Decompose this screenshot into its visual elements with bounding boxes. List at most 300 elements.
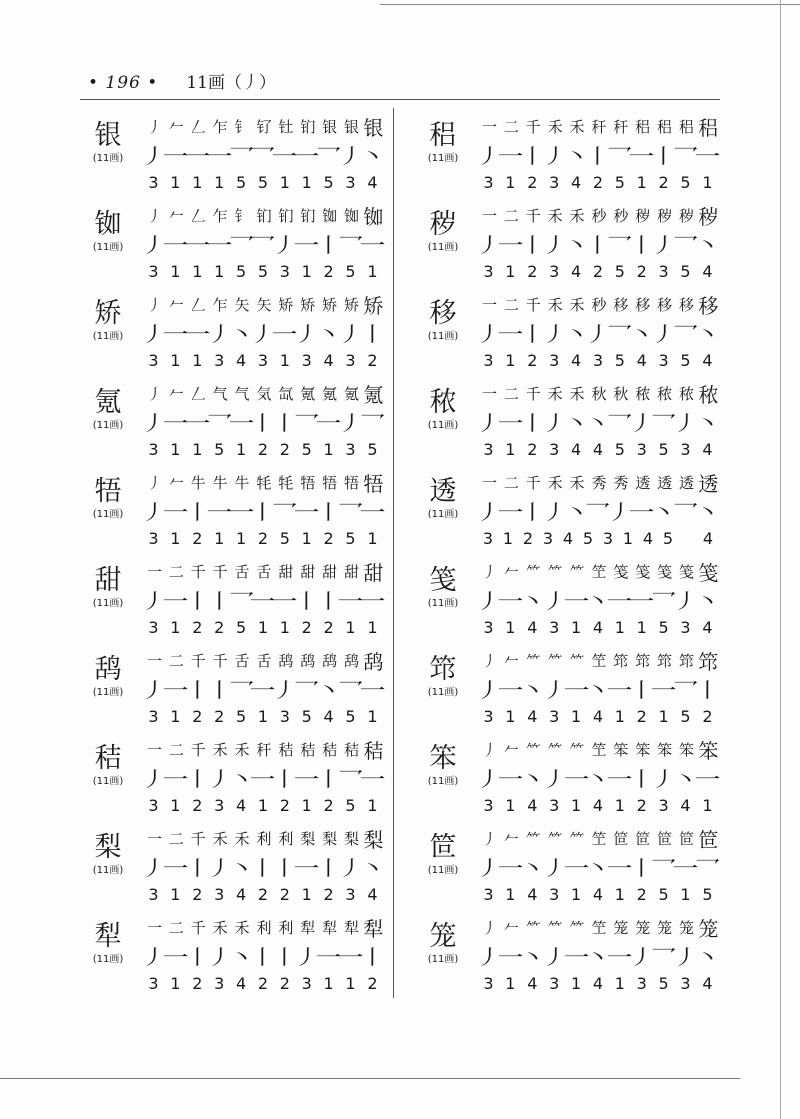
sequence-glyph: 2	[214, 706, 225, 726]
sequence-glyph: 乛	[672, 677, 699, 702]
sequence-glyph: 禾	[234, 829, 248, 848]
sequence-glyph: 一	[606, 588, 633, 613]
sequence-glyph: 钔	[256, 206, 270, 225]
sequence-glyph: 5	[658, 884, 669, 904]
sequence-glyph: 1	[636, 172, 647, 192]
sequence-glyph: 钅	[234, 206, 248, 225]
stroke-shapes-row	[475, 407, 721, 435]
sequence-glyph: 丿	[293, 944, 320, 969]
character-block	[415, 120, 471, 166]
sequence-glyph: 丶	[359, 855, 386, 880]
sequence-glyph: 丿	[271, 232, 298, 257]
sequence-glyph: 丿	[337, 855, 364, 880]
sequence-glyph: 2	[323, 884, 334, 904]
stroke-shapes-row	[475, 229, 721, 257]
sequence-glyph: 移	[635, 295, 649, 314]
sequence-glyph: 1	[170, 973, 181, 993]
sequence-glyph: 3	[214, 350, 225, 370]
sequence-glyph: 乛	[650, 588, 677, 613]
sequence-glyph: 丿	[541, 766, 568, 791]
sequence-glyph: 一	[694, 143, 721, 168]
stroke-sequence	[475, 824, 721, 908]
sequence-glyph: 3	[483, 973, 494, 993]
headword-character: 秸	[94, 743, 122, 774]
sequence-glyph: 一	[628, 499, 655, 524]
sequence-glyph: 丨	[628, 232, 655, 257]
sequence-glyph: 乛	[337, 499, 364, 524]
sequence-glyph: 甜	[344, 562, 358, 581]
sequence-glyph: 5	[680, 261, 691, 281]
sequence-glyph: 一	[359, 766, 386, 791]
stroke-shapes-row	[140, 140, 386, 168]
character-entry	[415, 642, 721, 731]
sequence-glyph: 秆	[256, 740, 270, 759]
sequence-glyph: 𠂉	[503, 918, 517, 937]
sequence-glyph: 1	[636, 617, 647, 637]
sequence-glyph: 一	[359, 499, 386, 524]
sequence-glyph: 一	[563, 766, 590, 791]
sequence-glyph: 秆	[613, 117, 627, 136]
sequence-glyph: 一	[162, 766, 189, 791]
sequence-glyph: 乛	[672, 143, 699, 168]
sequence-glyph: 矫	[300, 295, 314, 314]
sequence-glyph: 二	[503, 384, 517, 403]
sequence-glyph: 丶	[584, 677, 611, 702]
sequence-glyph: 3	[482, 528, 494, 548]
sequence-glyph: 二	[168, 918, 182, 937]
sequence-glyph: 犁	[363, 916, 382, 941]
sequence-glyph: 1	[214, 172, 225, 192]
sequence-glyph: ⺮	[547, 918, 561, 937]
character-entry	[80, 197, 386, 286]
sequence-glyph: 甜	[278, 562, 292, 581]
sequence-glyph: 甜	[322, 562, 336, 581]
sequence-glyph: 4	[636, 350, 647, 370]
sequence-glyph: 秾	[657, 384, 671, 403]
sequence-glyph: 丶	[563, 499, 590, 524]
sequence-glyph: 丿	[628, 410, 655, 435]
sequence-glyph: 丿	[140, 143, 167, 168]
sequence-glyph: 一	[481, 117, 495, 136]
sequence-glyph: 一	[249, 766, 276, 791]
sequence-glyph: 丶	[519, 677, 546, 702]
sequence-glyph: 丨	[315, 855, 342, 880]
sequence-glyph: 笁	[591, 651, 605, 670]
sequence-glyph: 禾	[569, 117, 583, 136]
sequence-glyph: 丶	[694, 944, 721, 969]
sequence-glyph: 禾	[234, 740, 248, 759]
sequence-glyph: 氪	[363, 382, 382, 407]
sequence-glyph: 1	[301, 172, 312, 192]
stroke-shapes-row	[475, 763, 721, 791]
sequence-glyph: 一	[481, 295, 495, 314]
sequence-glyph: 矢	[234, 295, 248, 314]
sequence-glyph: 丿	[672, 944, 699, 969]
sequence-glyph: ⺮	[525, 918, 539, 937]
scan-right-edge	[780, 0, 781, 1119]
sequence-glyph: 一	[146, 740, 160, 759]
sequence-glyph: 禾	[547, 295, 561, 314]
stroke-count-note: (11画)	[92, 420, 124, 431]
sequence-glyph: 4	[323, 706, 334, 726]
sequence-glyph: 乛	[271, 499, 298, 524]
sequence-glyph: 千	[190, 651, 204, 670]
sequence-glyph: 笺	[635, 562, 649, 581]
sequence-glyph: 3	[483, 795, 494, 815]
sequence-glyph: 4	[527, 973, 538, 993]
sequence-glyph: 4	[562, 528, 574, 548]
sequence-glyph: 一	[184, 232, 211, 257]
character-block	[415, 209, 471, 255]
sequence-glyph: 丿	[541, 855, 568, 880]
sequence-glyph: 鸹	[322, 651, 336, 670]
sequence-glyph: 3	[549, 706, 560, 726]
sequence-glyph: 丶	[628, 321, 655, 346]
sequence-glyph: 二	[503, 117, 517, 136]
sequence-glyph: 3	[483, 172, 494, 192]
sequence-glyph: 3	[148, 795, 159, 815]
sequence-glyph: 2	[522, 528, 534, 548]
sequence-glyph: 2	[367, 350, 378, 370]
headword-character: 鸹	[94, 654, 122, 685]
stroke-code-row	[143, 524, 383, 552]
sequence-glyph: 4	[570, 172, 582, 192]
sequence-glyph: 乍	[212, 295, 226, 314]
sequence-glyph: 笼	[698, 916, 717, 941]
sequence-glyph: 一	[337, 944, 364, 969]
sequence-glyph: 丶	[672, 766, 699, 791]
sequence-glyph: 一	[497, 766, 524, 791]
sequence-glyph: 秽	[635, 206, 649, 225]
headword-character: 牾	[94, 476, 122, 507]
sequence-glyph: 筇	[698, 649, 717, 674]
sequence-glyph: 1	[367, 261, 378, 281]
sequence-glyph: 丶	[584, 588, 611, 613]
sequence-glyph: 舌	[256, 651, 270, 670]
headword-character: 铷	[94, 209, 122, 240]
sequence-glyph: 筇	[635, 651, 649, 670]
sequence-glyph: ⺮	[569, 740, 583, 759]
sequence-glyph: 4	[702, 439, 713, 459]
sequence-glyph: 丿	[146, 473, 160, 492]
sequence-glyph: 丨	[628, 855, 655, 880]
stroke-count-note: (11画)	[92, 242, 124, 253]
sequence-glyph: 5	[658, 439, 669, 459]
stroke-sequence	[140, 913, 386, 997]
sequence-glyph: 1	[170, 528, 181, 548]
sequence-glyph: 稆	[698, 115, 717, 140]
stroke-count-note: (11画)	[427, 865, 459, 876]
sequence-glyph: ⺮	[569, 829, 583, 848]
sequence-glyph: 5	[235, 617, 247, 637]
sequence-glyph: 丨	[271, 855, 298, 880]
stroke-count-note: (11画)	[427, 420, 459, 431]
sequence-glyph: 笼	[679, 918, 693, 937]
stroke-count-note: (11画)	[427, 331, 459, 342]
sequence-glyph: 千	[525, 295, 539, 314]
sequence-glyph: 𠂉	[503, 562, 517, 581]
sequence-glyph: 丿	[650, 766, 677, 791]
sequence-glyph: 丶	[563, 143, 590, 168]
stroke-progression-row	[143, 646, 383, 674]
sequence-glyph: 鸹	[344, 651, 358, 670]
sequence-glyph: 𠂉	[503, 740, 517, 759]
character-entry	[80, 375, 386, 464]
sequence-glyph: 丶	[228, 855, 255, 880]
sequence-glyph: 丨	[584, 232, 611, 257]
sequence-glyph: 鸹	[278, 651, 292, 670]
stroke-count-note: (11画)	[92, 509, 124, 520]
sequence-glyph: 1	[570, 795, 582, 815]
sequence-glyph: 二	[503, 295, 517, 314]
sequence-glyph: 丶	[694, 499, 721, 524]
stroke-shapes-row	[140, 229, 386, 257]
sequence-glyph: 3	[214, 973, 225, 993]
sequence-glyph: 一	[228, 499, 255, 524]
sequence-glyph: 𠃋	[190, 206, 204, 225]
sequence-glyph: 3	[680, 973, 691, 993]
sequence-glyph: 1	[301, 795, 312, 815]
sequence-glyph: 乛	[228, 588, 255, 613]
sequence-glyph: 丿	[475, 232, 502, 257]
character-entry	[415, 820, 721, 909]
sequence-glyph: 笁	[591, 829, 605, 848]
sequence-glyph: 丿	[140, 766, 167, 791]
sequence-glyph: 𠂉	[168, 117, 182, 136]
sequence-glyph: 一	[162, 143, 189, 168]
headword-character: 氪	[94, 387, 122, 418]
sequence-glyph: 𠂉	[168, 473, 182, 492]
stroke-count-note: (11画)	[427, 776, 459, 787]
sequence-glyph: 丨	[293, 588, 320, 613]
sequence-glyph: 丿	[140, 410, 167, 435]
stroke-count-note: (11画)	[92, 776, 124, 787]
sequence-glyph: 丶	[315, 677, 342, 702]
sequence-glyph: 1	[622, 528, 634, 548]
sequence-glyph: 丿	[650, 321, 677, 346]
sequence-glyph: 笼	[635, 918, 649, 937]
stroke-progression-row	[143, 824, 383, 852]
sequence-glyph: 透	[635, 473, 649, 492]
sequence-glyph: 2	[301, 617, 312, 637]
sequence-glyph: 3	[483, 350, 494, 370]
sequence-glyph: 丶	[228, 944, 255, 969]
sequence-glyph: 2	[192, 706, 203, 726]
character-entry	[80, 553, 386, 642]
sequence-glyph: 5	[367, 439, 378, 459]
sequence-glyph: 一	[497, 232, 524, 257]
sequence-glyph: ⺮	[569, 562, 583, 581]
sequence-glyph: 5	[680, 350, 691, 370]
sequence-glyph: 氪	[344, 384, 358, 403]
stroke-sequence	[475, 201, 721, 285]
sequence-glyph: 1	[505, 706, 516, 726]
sequence-glyph: 一	[162, 321, 189, 346]
sequence-glyph: 秒	[613, 206, 627, 225]
sequence-glyph: 笺	[613, 562, 627, 581]
sequence-glyph: 丶	[694, 321, 721, 346]
sequence-glyph: 禾	[212, 829, 226, 848]
section-title: 11画（丿）	[186, 73, 276, 93]
sequence-glyph: 1	[170, 261, 181, 281]
sequence-glyph: 丿	[140, 321, 167, 346]
sequence-glyph: 5	[680, 172, 691, 192]
character-entry	[415, 553, 721, 642]
sequence-glyph: 丶	[563, 410, 590, 435]
character-entry	[415, 731, 721, 820]
sequence-glyph: 5	[702, 884, 713, 904]
sequence-glyph: 笁	[591, 562, 605, 581]
sequence-glyph: 丨	[628, 677, 655, 702]
stroke-sequence	[140, 201, 386, 285]
sequence-glyph: 2	[257, 973, 269, 993]
sequence-glyph: 3	[602, 528, 614, 548]
sequence-glyph: 一	[497, 321, 524, 346]
stroke-code-row	[143, 613, 383, 641]
sequence-glyph: 丿	[481, 918, 495, 937]
sequence-glyph: 一	[672, 855, 699, 880]
left-column	[80, 108, 386, 998]
sequence-glyph: 丨	[519, 321, 546, 346]
headword-character: 筇	[429, 654, 457, 685]
stroke-progression-row	[143, 735, 383, 763]
sequence-glyph: 甜	[300, 562, 314, 581]
sequence-glyph: 丿	[206, 766, 233, 791]
sequence-glyph: 丶	[694, 232, 721, 257]
character-block	[80, 654, 136, 700]
sequence-glyph: 气	[234, 384, 248, 403]
sequence-glyph: 禾	[547, 473, 561, 492]
stroke-sequence	[140, 646, 386, 730]
sequence-glyph: 秽	[698, 204, 717, 229]
sequence-glyph: 笸	[657, 829, 671, 848]
sequence-glyph: 牾	[300, 473, 314, 492]
character-entry	[80, 731, 386, 820]
sequence-glyph: ⺮	[525, 562, 539, 581]
sequence-glyph: 𠃋	[190, 384, 204, 403]
sequence-glyph: 丶	[584, 410, 611, 435]
sequence-glyph: 2	[279, 884, 290, 904]
sequence-glyph: 1	[192, 439, 203, 459]
right-column	[415, 108, 721, 998]
sequence-glyph: 3	[301, 350, 312, 370]
sequence-glyph: 1	[279, 617, 290, 637]
stroke-count-note: (11画)	[92, 865, 124, 876]
headword-character: 笨	[429, 743, 457, 774]
sequence-glyph: 乛	[249, 143, 276, 168]
sequence-glyph: 丶	[584, 766, 611, 791]
sequence-glyph: 2	[257, 439, 269, 459]
sequence-glyph: 1	[502, 528, 514, 548]
sequence-glyph: ⺮	[525, 651, 539, 670]
sequence-glyph: 稆	[679, 117, 693, 136]
sequence-glyph: ⺮	[547, 740, 561, 759]
sequence-glyph: 秀	[591, 473, 605, 492]
stroke-code-row	[143, 168, 383, 196]
sequence-glyph: 筇	[613, 651, 627, 670]
sequence-glyph: 一	[650, 677, 677, 702]
stroke-count-note: (11画)	[92, 331, 124, 342]
sequence-glyph: 5	[658, 617, 669, 637]
stroke-sequence	[140, 735, 386, 819]
sequence-glyph: 一	[315, 410, 342, 435]
sequence-glyph: 千	[525, 117, 539, 136]
sequence-glyph: 2	[527, 350, 538, 370]
sequence-glyph: 丿	[475, 766, 502, 791]
stroke-shapes-row	[475, 496, 721, 524]
sequence-glyph: 丶	[694, 588, 721, 613]
sequence-glyph: 丨	[519, 410, 546, 435]
sequence-glyph: 丿	[271, 677, 298, 702]
stroke-count-note: (11画)	[92, 153, 124, 164]
stroke-shapes-row	[140, 674, 386, 702]
sequence-glyph: 丿	[541, 232, 568, 257]
sequence-glyph: 丿	[475, 855, 502, 880]
headword-character: 移	[429, 298, 457, 329]
stroke-code-row	[143, 791, 383, 819]
sequence-glyph: 一	[162, 232, 189, 257]
sequence-glyph: 5	[614, 172, 625, 192]
sequence-glyph: 乛	[337, 232, 364, 257]
sequence-glyph: 3	[345, 439, 356, 459]
sequence-glyph: 丨	[249, 499, 276, 524]
sequence-glyph: 4	[570, 261, 582, 281]
sequence-glyph: 一	[162, 677, 189, 702]
sequence-glyph: 梨	[322, 829, 336, 848]
sequence-glyph: 4	[592, 884, 604, 904]
sequence-glyph: 矫	[322, 295, 336, 314]
character-block	[80, 298, 136, 344]
sequence-glyph: 犁	[300, 918, 314, 937]
sequence-glyph: 一	[563, 677, 590, 702]
sequence-glyph: 3	[483, 706, 494, 726]
stroke-progression-row	[143, 112, 383, 140]
sequence-glyph: 3	[549, 439, 560, 459]
sequence-glyph: 笼	[657, 918, 671, 937]
sequence-glyph: 一	[481, 384, 495, 403]
sequence-glyph: 一	[162, 499, 189, 524]
sequence-glyph: 犁	[344, 918, 358, 937]
sequence-glyph: 2	[527, 439, 538, 459]
sequence-glyph: 丿	[337, 143, 364, 168]
sequence-glyph: 5	[614, 439, 625, 459]
sequence-glyph: 一	[162, 410, 189, 435]
stroke-shapes-row	[140, 407, 386, 435]
sequence-glyph: 2	[658, 172, 669, 192]
sequence-glyph: 氪	[322, 384, 336, 403]
stroke-sequence	[140, 468, 386, 552]
stroke-shapes-row	[140, 941, 386, 969]
sequence-glyph: 丶	[228, 321, 255, 346]
sequence-glyph: 移	[657, 295, 671, 314]
sequence-glyph: 5	[301, 706, 312, 726]
sequence-glyph: 秸	[278, 740, 292, 759]
sequence-glyph: 丿	[475, 499, 502, 524]
sequence-glyph: 丨	[315, 232, 342, 257]
sequence-glyph: 2	[592, 261, 604, 281]
character-entry	[80, 286, 386, 375]
sequence-glyph: 丿	[541, 588, 568, 613]
sequence-glyph: 1	[614, 795, 625, 815]
sequence-glyph: 乛	[206, 410, 233, 435]
character-entry	[415, 197, 721, 286]
sequence-glyph: 2	[192, 528, 203, 548]
sequence-glyph: 𠂉	[503, 651, 517, 670]
sequence-glyph: 1	[214, 528, 225, 548]
sequence-glyph: 千	[190, 918, 204, 937]
sequence-glyph: 丶	[694, 410, 721, 435]
sequence-glyph: 1	[614, 706, 625, 726]
